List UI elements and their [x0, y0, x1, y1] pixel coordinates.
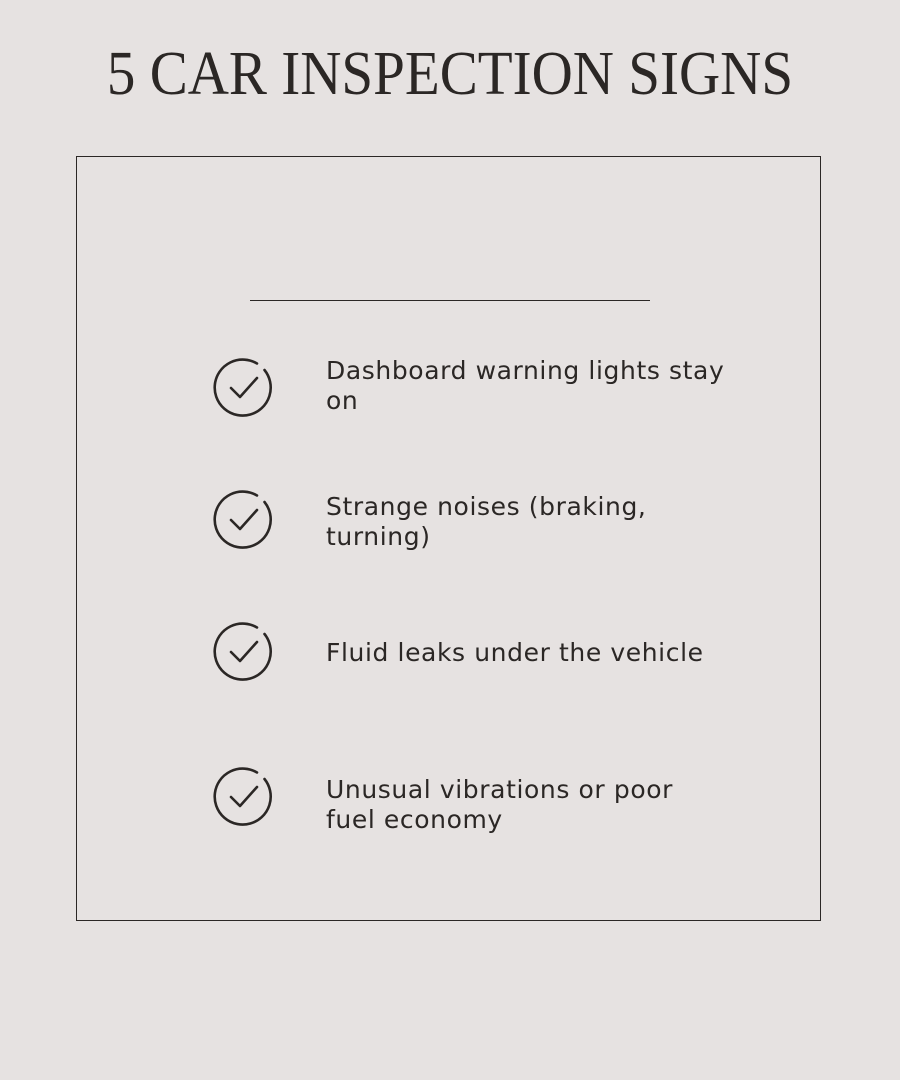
check-circle-icon: [212, 765, 274, 827]
page-title: 5 CAR INSPECTION SIGNS: [106, 40, 794, 108]
checklist-item-text: Strange noises (braking, turning): [326, 492, 647, 551]
check-circle-icon: [212, 356, 274, 418]
checklist-item-text: Fluid leaks under the vehicle: [326, 638, 704, 667]
checklist-item-text: Dashboard warning lights stay on: [326, 356, 725, 415]
check-circle-icon: [212, 620, 274, 682]
check-circle-icon: [212, 488, 274, 550]
divider-line: [250, 300, 650, 301]
checklist-item-text: Unusual vibrations or poor fuel economy: [326, 775, 673, 834]
